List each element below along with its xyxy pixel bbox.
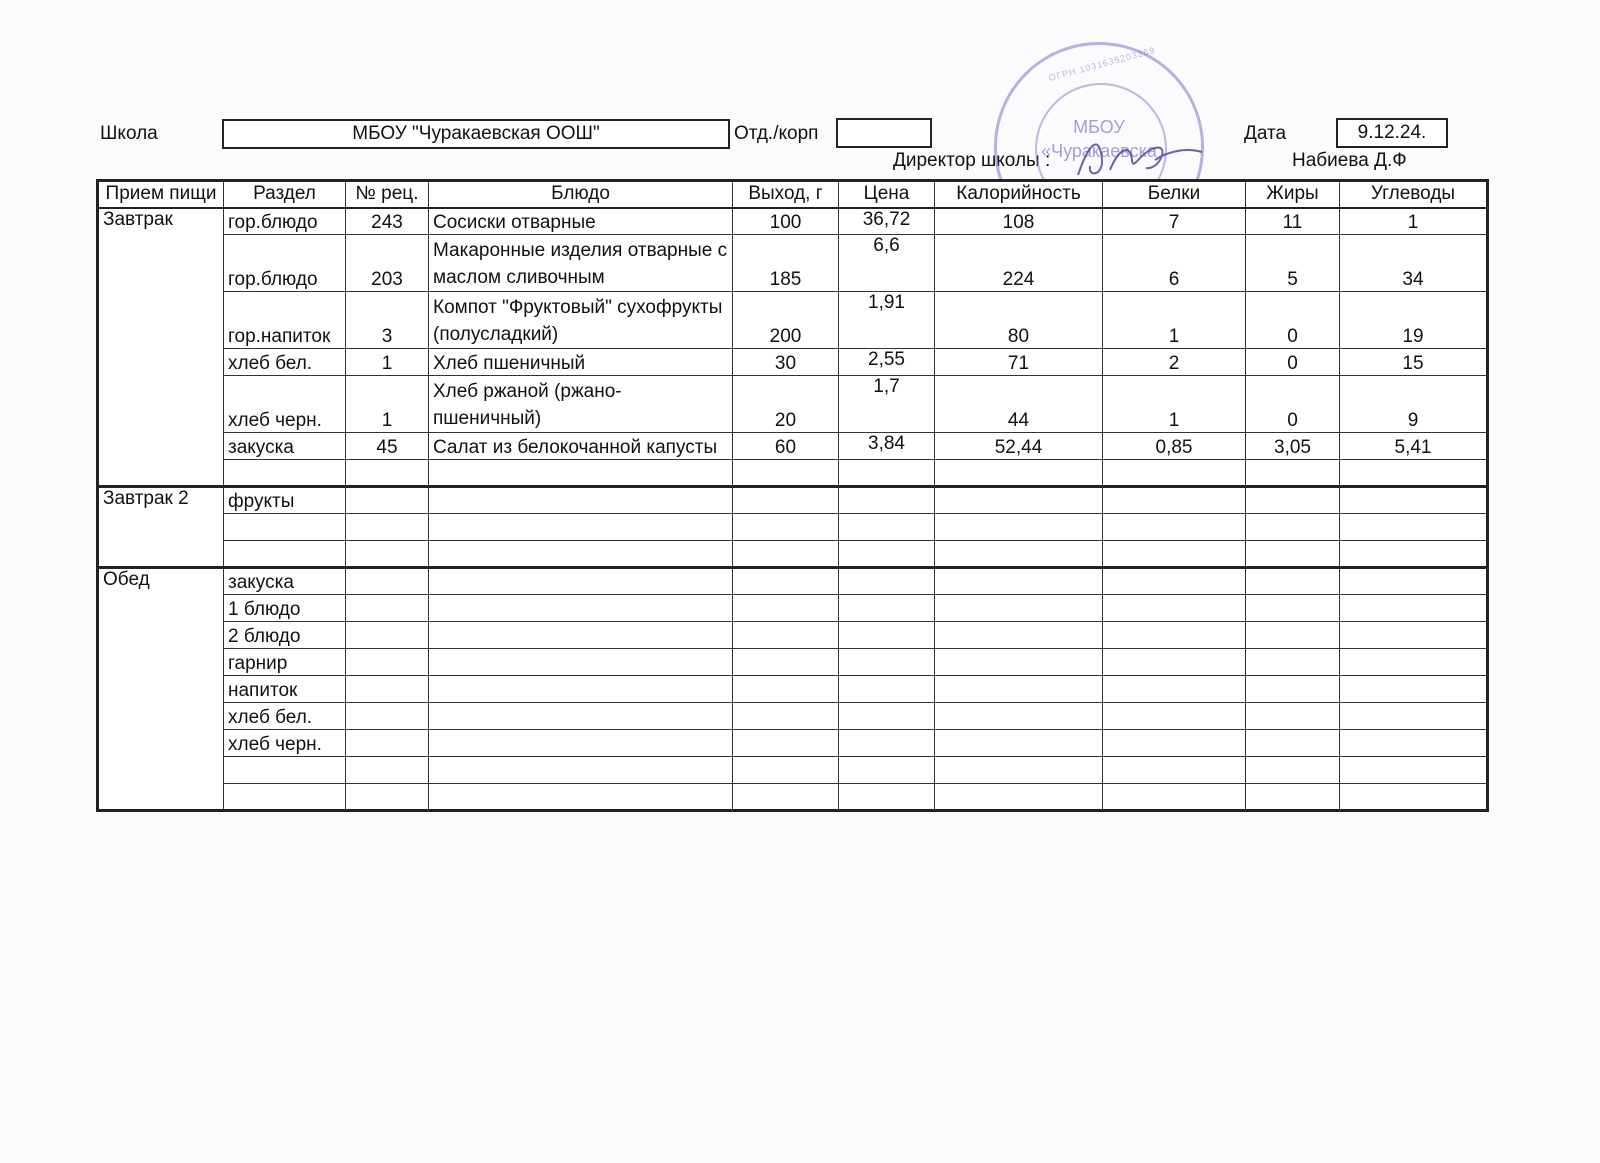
table-row <box>98 757 1488 784</box>
cell-price: 1,91 <box>839 292 935 349</box>
dept-field <box>836 118 932 148</box>
col-header-carbs: Углеводы <box>1340 181 1488 208</box>
cell-section: 2 блюдо <box>224 622 346 649</box>
cell-price: 36,72 <box>839 208 935 235</box>
stamp-line-2: «Чуракаевска <box>1041 141 1157 161</box>
meal-lunch: Обед <box>98 568 224 811</box>
cell-protein: 1 <box>1103 292 1246 349</box>
cell-kcal: 224 <box>935 235 1103 292</box>
table-row <box>98 676 1488 703</box>
dept-label: Отд./корп <box>734 123 819 144</box>
director-signature <box>1070 130 1210 185</box>
table-row <box>98 784 1488 811</box>
cell-dish: Хлеб пшеничный <box>429 349 733 376</box>
table-row <box>98 649 1488 676</box>
cell-carbs: 1 <box>1340 208 1488 235</box>
cell-yield: 100 <box>733 208 839 235</box>
cell-carbs: 15 <box>1340 349 1488 376</box>
director-label: Директор школы : <box>893 150 1051 171</box>
cell-dish: Салат из белокочанной капусты <box>429 433 733 460</box>
cell-price: 2,55 <box>839 349 935 376</box>
date-field: 9.12.24. <box>1336 118 1448 148</box>
cell-section: хлеб черн. <box>224 376 346 433</box>
cell-recipe: 243 <box>346 208 429 235</box>
cell-protein: 1 <box>1103 376 1246 433</box>
cell-recipe: 1 <box>346 376 429 433</box>
date-label: Дата <box>1244 123 1287 144</box>
table-row <box>98 622 1488 649</box>
col-header-meal: Прием пищи <box>98 181 224 208</box>
table-row <box>98 487 1488 514</box>
cell-kcal: 44 <box>935 376 1103 433</box>
menu-table <box>96 179 1489 812</box>
col-header-kcal: Калорийность <box>935 181 1103 208</box>
cell-price: 6,6 <box>839 235 935 292</box>
table-row <box>98 703 1488 730</box>
cell-kcal: 71 <box>935 349 1103 376</box>
cell-carbs: 34 <box>1340 235 1488 292</box>
cell-fat: 0 <box>1246 292 1340 349</box>
table-row <box>98 208 1488 235</box>
table-row <box>98 730 1488 757</box>
stamp-line-1: МБОУ <box>1073 117 1125 137</box>
cell-section: хлеб черн. <box>224 730 346 757</box>
cell-section: закуска <box>224 433 346 460</box>
cell-fat: 0 <box>1246 376 1340 433</box>
cell-section: закуска <box>224 568 346 595</box>
cell-kcal: 108 <box>935 208 1103 235</box>
cell-section: хлеб бел. <box>224 349 346 376</box>
cell-dish: Хлеб ржаной (ржано-пшеничный) <box>429 376 733 433</box>
table-row <box>98 541 1488 568</box>
table-row <box>98 568 1488 595</box>
cell-fat: 3,05 <box>1246 433 1340 460</box>
cell-section: 1 блюдо <box>224 595 346 622</box>
cell-dish: Компот "Фруктовый" сухофрукты (полусладкий) <box>429 292 733 349</box>
table-row <box>98 460 1488 487</box>
cell-yield: 185 <box>733 235 839 292</box>
cell-section: гор.напиток <box>224 292 346 349</box>
col-header-fat: Жиры <box>1246 181 1340 208</box>
cell-price: 3,84 <box>839 433 935 460</box>
cell-protein: 7 <box>1103 208 1246 235</box>
cell-section: напиток <box>224 676 346 703</box>
table-row <box>98 235 1488 292</box>
cell-dish: Макаронные изделия отварные с маслом сливочным <box>429 235 733 292</box>
cell-dish: Сосиски отварные <box>429 208 733 235</box>
cell-carbs: 5,41 <box>1340 433 1488 460</box>
cell-kcal: 52,44 <box>935 433 1103 460</box>
col-header-dish: Блюдо <box>429 181 733 208</box>
table-row <box>98 433 1488 460</box>
cell-fat: 5 <box>1246 235 1340 292</box>
cell-section: гор.блюдо <box>224 235 346 292</box>
col-header-section: Раздел <box>224 181 346 208</box>
cell-carbs: 9 <box>1340 376 1488 433</box>
cell-section: гор.блюдо <box>224 208 346 235</box>
cell-yield: 200 <box>733 292 839 349</box>
col-header-protein: Белки <box>1103 181 1246 208</box>
cell-protein: 2 <box>1103 349 1246 376</box>
cell-section: фрукты <box>224 487 346 514</box>
director-name: Набиева Д.Ф <box>1292 150 1407 171</box>
cell-kcal: 80 <box>935 292 1103 349</box>
table-row <box>98 595 1488 622</box>
cell-recipe: 45 <box>346 433 429 460</box>
school-name-field: МБОУ "Чуракаевская ООШ" <box>222 119 730 149</box>
cell-yield: 60 <box>733 433 839 460</box>
cell-carbs: 19 <box>1340 292 1488 349</box>
table-row <box>98 514 1488 541</box>
stamp-ring-text: ОГРН 1031635203269 <box>1047 44 1157 84</box>
cell-yield: 20 <box>733 376 839 433</box>
table-row <box>98 349 1488 376</box>
school-label: Школа <box>100 123 158 144</box>
col-header-price: Цена <box>839 181 935 208</box>
cell-price: 1,7 <box>839 376 935 433</box>
cell-fat: 0 <box>1246 349 1340 376</box>
cell-recipe: 3 <box>346 292 429 349</box>
meal-breakfast-2: Завтрак 2 <box>98 487 224 568</box>
cell-recipe: 203 <box>346 235 429 292</box>
cell-section: гарнир <box>224 649 346 676</box>
cell-yield: 30 <box>733 349 839 376</box>
cell-section: хлеб бел. <box>224 703 346 730</box>
table-row <box>98 292 1488 349</box>
meal-breakfast: Завтрак <box>98 208 224 487</box>
col-header-yield: Выход, г <box>733 181 839 208</box>
table-row <box>98 376 1488 433</box>
cell-recipe: 1 <box>346 349 429 376</box>
col-header-recipe: № рец. <box>346 181 429 208</box>
table-header-row <box>98 181 1488 208</box>
cell-protein: 0,85 <box>1103 433 1246 460</box>
cell-protein: 6 <box>1103 235 1246 292</box>
cell-fat: 11 <box>1246 208 1340 235</box>
